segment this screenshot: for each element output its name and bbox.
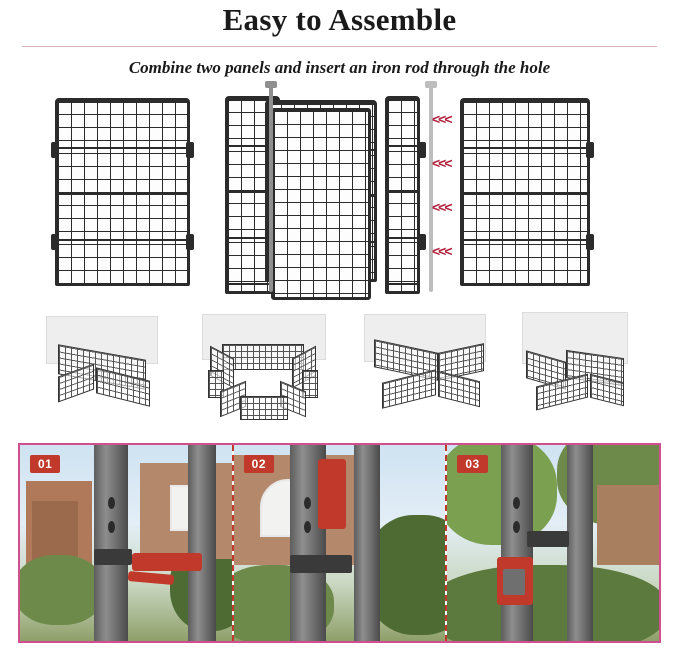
rod-end	[503, 569, 525, 595]
square-layout	[34, 312, 184, 432]
hinge-icon	[586, 142, 594, 158]
hinge-icon	[51, 142, 59, 158]
shrub	[20, 555, 104, 625]
rod-hole	[108, 521, 115, 533]
brick-wall	[597, 485, 659, 565]
assembly-photo-02	[232, 445, 446, 641]
octagon-layout	[196, 312, 346, 432]
assembly-photo-01	[20, 445, 232, 641]
center-right-panel	[385, 96, 420, 294]
layout-options-row	[26, 312, 654, 432]
pen-post-right	[567, 445, 593, 641]
rod-head-icon	[425, 81, 437, 88]
rod-head-icon	[265, 81, 277, 88]
pen-post-right	[354, 445, 380, 641]
panel-assembly-diagram	[40, 84, 640, 302]
hinge-icon	[186, 234, 194, 250]
hinge-icon	[51, 234, 59, 250]
rod-hole	[304, 521, 311, 533]
assembly-photo-strip	[18, 443, 661, 643]
iron-rod-highlight	[132, 553, 202, 571]
right-panel	[460, 98, 590, 286]
step-badge-01: 01	[30, 455, 60, 473]
hinge-icon	[586, 234, 594, 250]
pen-wall	[240, 396, 288, 420]
rod-hole	[108, 497, 115, 509]
page-title: Easy to Assemble	[222, 2, 457, 37]
hinge-icon	[418, 234, 426, 250]
bracket	[290, 555, 352, 573]
iron-rod-left	[269, 84, 273, 292]
subtitle: Combine two panels and insert an iron rod through the hole	[128, 58, 551, 77]
hinge-icon	[186, 142, 194, 158]
insert-arrow: <<<	[432, 199, 451, 215]
pen-post-right	[188, 445, 216, 641]
pen-wall	[438, 371, 480, 407]
gate-door	[271, 108, 371, 300]
bracket	[94, 549, 132, 565]
insert-arrow: <<<	[432, 155, 451, 171]
insert-arrow: <<<	[432, 243, 451, 259]
bracket	[527, 531, 569, 547]
step-badge-03: 03	[457, 455, 487, 473]
step-badge-02: 02	[244, 455, 274, 473]
title-divider	[22, 46, 657, 47]
pen-wall	[382, 369, 436, 408]
lawn	[445, 565, 659, 641]
insert-arrow: <<<	[432, 111, 451, 127]
iron-rod-highlight	[318, 459, 346, 529]
rod-hole	[304, 497, 311, 509]
rectangle-layout	[356, 312, 506, 432]
pen-post-left	[94, 445, 128, 641]
hinge-icon	[418, 142, 426, 158]
left-panel	[55, 98, 190, 286]
l-shape-layout	[506, 312, 656, 432]
assembly-photo-03	[445, 445, 659, 641]
